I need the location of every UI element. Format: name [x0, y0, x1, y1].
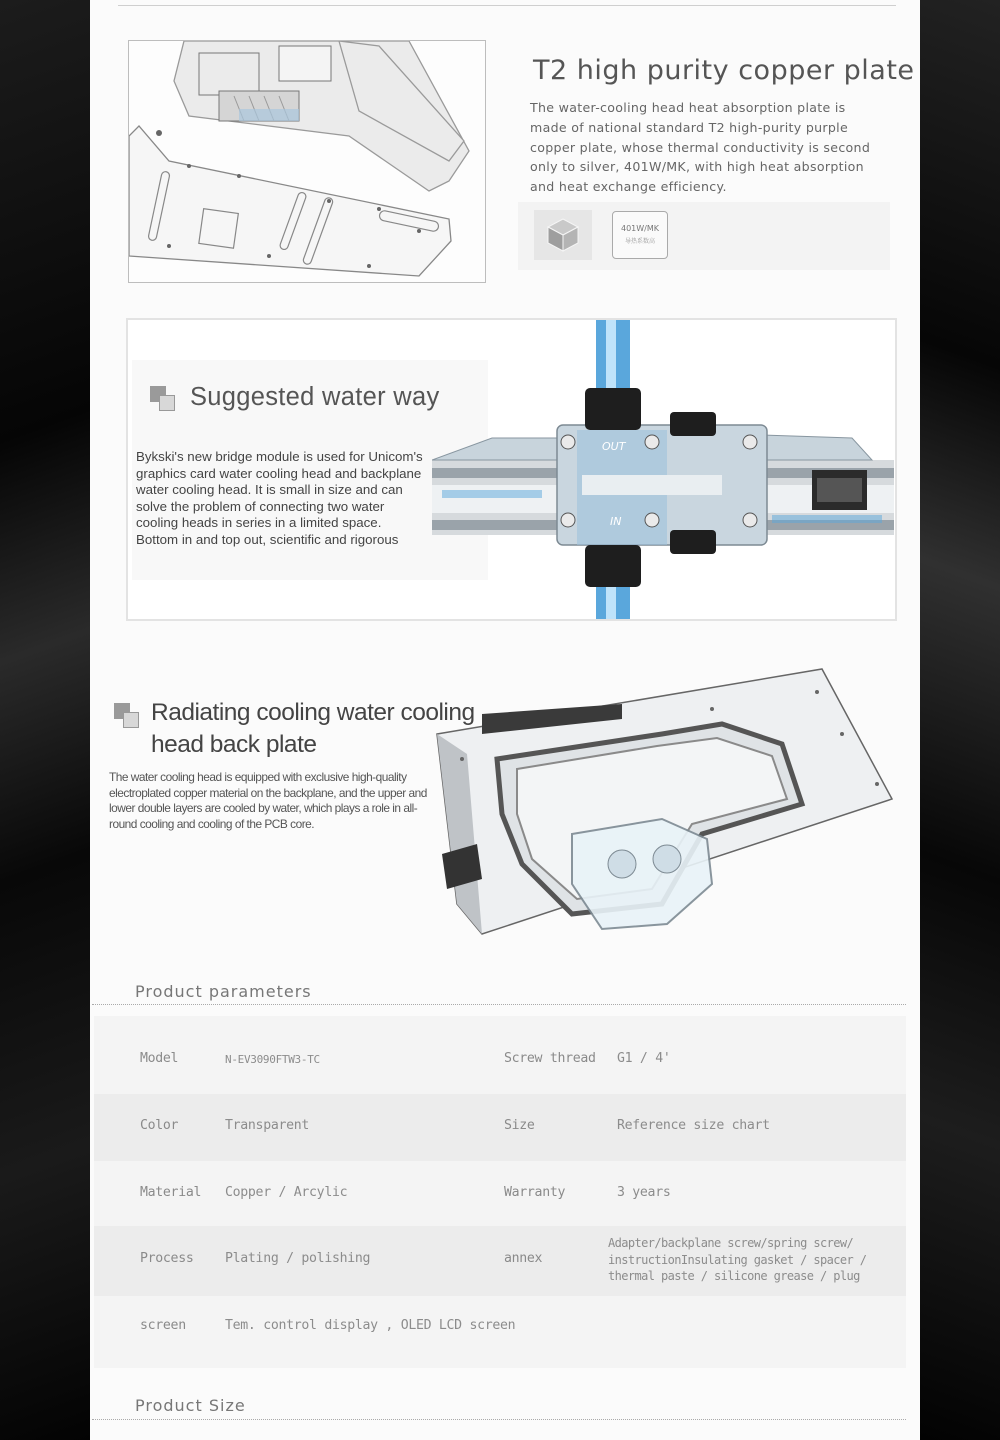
param-label: Screw thread	[504, 1051, 596, 1066]
table-row	[94, 1094, 906, 1161]
param-label: Size	[504, 1118, 535, 1133]
copper-plate-title: T2 high purity copper plate	[533, 55, 915, 86]
param-value: Plating / polishing	[225, 1251, 371, 1266]
param-value: Adapter/backplane screw/spring screw/ instructionInsulating gasket / spacer / thermal paste / silicone grease / plug	[608, 1236, 867, 1283]
param-value: Reference size chart	[617, 1118, 770, 1133]
param-label: Process	[140, 1251, 194, 1266]
square-bullet-icon	[150, 386, 178, 412]
thermal-conductivity-badge	[612, 211, 668, 259]
product-page	[90, 0, 920, 1440]
waterway-description: Bykski's new bridge module is used for Unicom's graphics card water cooling head and backplane water cooling head. It is small in size and can solve the problem of connecting two water cooling heads in series in a limited space. Bottom in and top out, scientific and rigorous	[136, 449, 423, 547]
param-value: N-EV3090FTW3-TC	[225, 1053, 320, 1066]
copper-feature-strip	[518, 202, 890, 270]
square-bullet-icon	[114, 703, 142, 729]
param-value: G1 / 4'	[617, 1051, 671, 1066]
param-label: Model	[140, 1051, 179, 1066]
bridge-module-image	[432, 320, 894, 619]
waterway-title: Suggested water way	[190, 383, 440, 411]
parameters-divider	[92, 1004, 906, 1005]
table-row	[94, 1016, 906, 1094]
copper-plate-description: The water-cooling head heat absorption plate is made of national standard T2 high-purity purple copper plate, whose thermal conductivity is second only to silver, 401W/MK, with high heat absorption and heat exchange efficiency.	[530, 100, 871, 195]
table-row	[94, 1296, 906, 1368]
out-label: OUT	[602, 440, 626, 453]
backplate-description: The water cooling head is equipped with exclusive high-quality electroplated copper material on the backplane, and the upper and lower double layers are cooled by water, which plays a role in all-round cooling and cooling of the PCB core.	[109, 770, 427, 831]
backplate-image	[422, 664, 902, 944]
copper-plate-image	[128, 40, 486, 283]
copper-cube-icon	[534, 210, 592, 260]
backplate-title: Radiating cooling water cooling head back plate	[151, 699, 475, 758]
badge-value: 401W/MK	[620, 224, 660, 233]
param-value: Transparent	[225, 1118, 310, 1133]
top-divider	[118, 5, 896, 6]
param-label: Color	[140, 1118, 179, 1133]
param-label: Warranty	[504, 1185, 566, 1200]
table-row	[94, 1226, 906, 1296]
table-row	[94, 1161, 906, 1226]
param-value: 3 years	[617, 1185, 671, 1200]
parameters-title: Product parameters	[135, 982, 312, 1001]
param-label: screen	[140, 1318, 186, 1333]
background-right	[920, 0, 1000, 1440]
param-value: Copper / Arcylic	[225, 1185, 348, 1200]
waterway-panel	[126, 318, 897, 621]
in-label: IN	[610, 515, 622, 528]
param-label: annex	[504, 1251, 543, 1266]
product-size-title: Product Size	[135, 1396, 246, 1415]
param-value: Tem. control display , OLED LCD screen	[225, 1318, 516, 1333]
badge-caption: 导热系数高	[624, 238, 655, 245]
background-left	[0, 0, 90, 1440]
product-size-divider	[92, 1419, 906, 1420]
parameters-table	[94, 1016, 906, 1368]
param-label: Material	[140, 1185, 202, 1200]
